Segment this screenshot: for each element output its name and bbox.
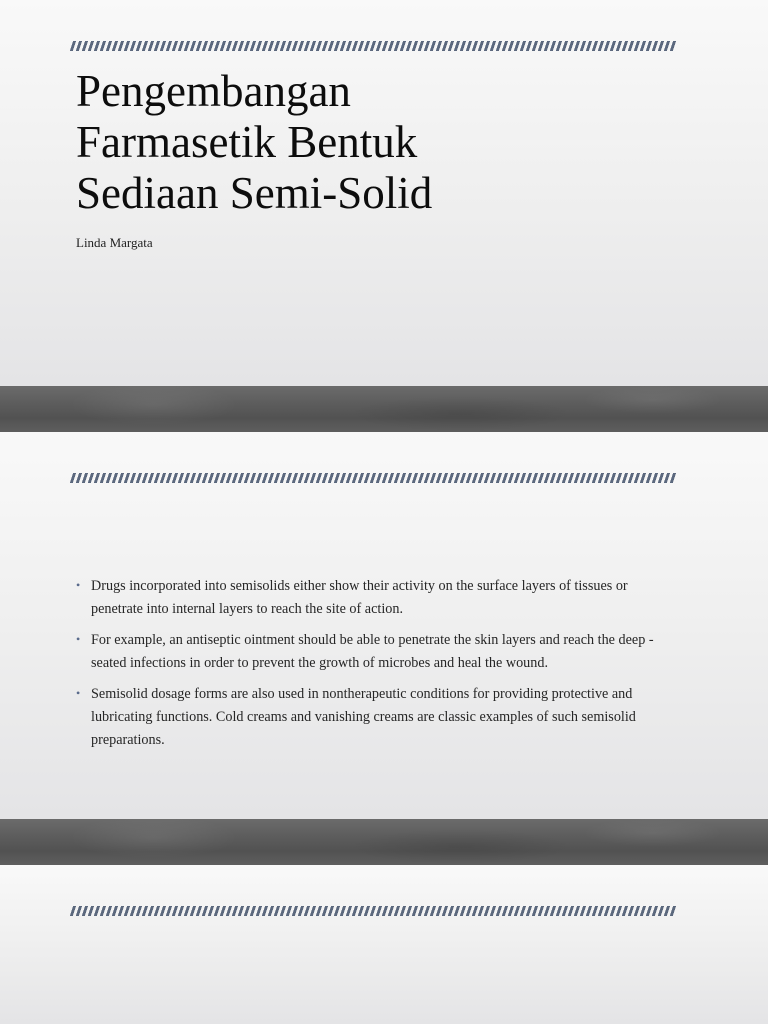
title-line: Sediaan Semi-Solid: [76, 168, 433, 218]
bullet-text: Drugs incorporated into semisolids either show their activity on the surface layers of tissues or penetrate into internal layers to reach the site of action.: [91, 578, 628, 617]
list-item: [76, 683, 676, 752]
bullet-icon: •: [76, 632, 81, 646]
bullet-text: Semisolid dosage forms are also used in nontherapeutic conditions for providing protective and lubricating functions. Cold creams and vanishing creams are classic examples of such semisolid preparations.: [91, 686, 636, 748]
slide-title: [76, 66, 696, 219]
bullet-icon: •: [76, 686, 81, 700]
title-slide: [0, 0, 768, 386]
bullet-list: [76, 575, 676, 760]
decorative-hatch-bar: [70, 906, 677, 916]
bullet-text: For example, an antiseptic ointment should be able to penetrate the skin layers and reach the deep - seated infections in order to prevent the growth of microbes and heal the wound.: [91, 632, 654, 671]
bullet-icon: •: [76, 578, 81, 592]
list-item: [76, 575, 676, 621]
decorative-hatch-bar: [70, 41, 677, 51]
title-line: Farmasetik Bentuk: [76, 117, 418, 167]
content-slide: [0, 432, 768, 819]
next-slide: [0, 865, 768, 1024]
title-line: Pengembangan: [76, 66, 351, 116]
slide-floor-divider: [0, 819, 768, 865]
author-name: Linda Margata: [76, 235, 153, 250]
decorative-hatch-bar: [70, 473, 677, 483]
list-item: [76, 629, 676, 675]
slide-floor-divider: [0, 386, 768, 432]
